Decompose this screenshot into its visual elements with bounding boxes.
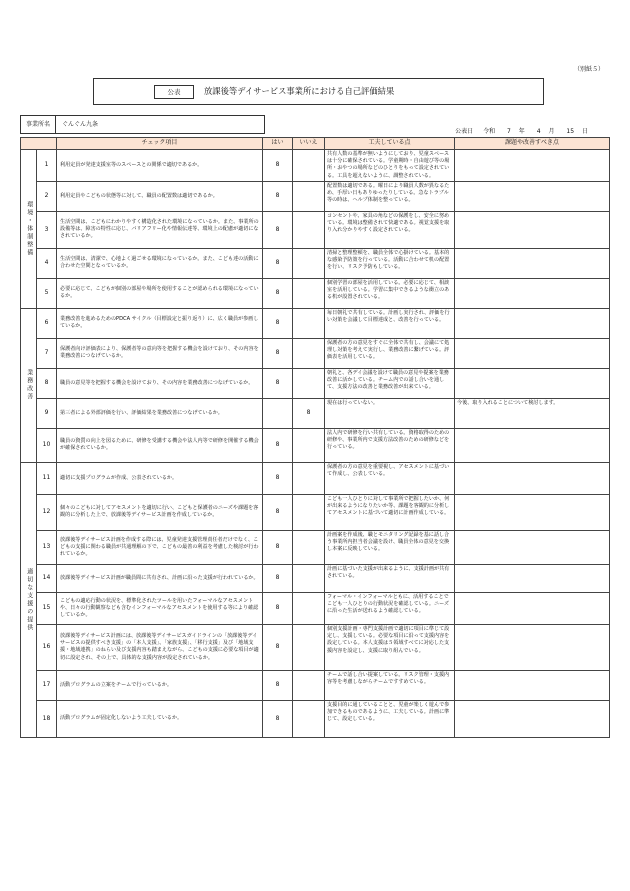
date-era: 令和 xyxy=(483,128,496,135)
effort-text: 朝礼と、各デイ会議を設けて職員の意見や提案を業務改善に活かしている。チーム内での話し合いを通して、支援方法の改善と業務改善が出来ている。 xyxy=(325,368,455,398)
table-row xyxy=(21,494,610,530)
improve-text xyxy=(455,150,610,182)
improve-text xyxy=(455,564,610,592)
page-title: 放課後等デイサービス事業所における自己評価結果 xyxy=(204,86,395,96)
table-row xyxy=(21,530,610,564)
row-number: 4 xyxy=(37,248,57,278)
no-count xyxy=(293,494,325,530)
check-item-text: 職員の資質の向上を図るために、研修を受講する機会や法人内等で研修を開催する機会が確保されているか。 xyxy=(57,428,263,462)
row-number: 14 xyxy=(37,564,57,592)
table-row xyxy=(21,308,610,338)
check-item-text: 活動プログラムが固定化しないよう工夫しているか。 xyxy=(57,700,263,737)
row-number: 3 xyxy=(37,211,57,248)
category-label: 適切な支援の提供 xyxy=(21,462,37,737)
date-year: 7 xyxy=(507,128,511,135)
yes-count: 8 xyxy=(263,368,293,398)
table-row xyxy=(21,592,610,624)
check-item-text: 放課後等デイサービス計画を作成する際には、児童発達支援管理責任者だけでなく、こどもの支援に関わる職員が共通理解の下で、こどもの最善の利益を考慮した検討が行われているか。 xyxy=(57,530,263,564)
check-item-text: こどもの適応行動の状況を、標準化されたツールを用いたフォーマルなアセスメントや、日々の行動観察なども含むインフォーマルなアセスメントを使用する等により確認しているか。 xyxy=(57,592,263,624)
check-item-text: 必要に応じて、こどもが個別の部屋や場所を使用することが認められる環境になっているか。 xyxy=(57,278,263,308)
date-year-unit: 年 xyxy=(518,128,525,135)
yes-count: 8 xyxy=(263,428,293,462)
check-item-text: 生活空間は、清潔で、心地よく過ごせる環境になっているか。また、こども達の活動に合わせた空間となっているか。 xyxy=(57,248,263,278)
table-row xyxy=(21,624,610,670)
no-count xyxy=(293,248,325,278)
row-number: 15 xyxy=(37,592,57,624)
effort-text: 保護者の方の意見をすぐに全体で共有し、会議にて処理し対策を考えて実行し、業務改善に繋げている。評価表を活用している。 xyxy=(325,338,455,368)
improve-text xyxy=(455,494,610,530)
header-check-item: チェック項目 xyxy=(57,138,263,150)
check-item-text: 保護者向け評価表により、保護者等の意向等を把握する機会を設けており、その内容を業務改善につなげているか。 xyxy=(57,338,263,368)
yes-count: 8 xyxy=(263,278,293,308)
date-label: 公表日 xyxy=(455,128,474,135)
check-item-text: 職員の意見等を把握する機会を設けており、その内容を業務改善につなげているか。 xyxy=(57,368,263,398)
no-count xyxy=(293,670,325,700)
no-count: 8 xyxy=(293,398,325,428)
effort-text: 個別学習の部屋を活用している。必要に応じて、相談室を活用している。学習に集中できるような衝立のある机が設置されている。 xyxy=(325,278,455,308)
effort-text: 計画に基づいた支援が出来るように、支援計画が共有されている。 xyxy=(325,564,455,592)
improve-text xyxy=(455,308,610,338)
row-number: 10 xyxy=(37,428,57,462)
yes-count: 8 xyxy=(263,624,293,670)
yes-count: 8 xyxy=(263,181,293,211)
yes-count: 8 xyxy=(263,700,293,737)
check-item-text: 活動プログラムの立案をチームで行っているか。 xyxy=(57,670,263,700)
row-number: 9 xyxy=(37,398,57,428)
improve-text xyxy=(455,211,610,248)
yes-count: 8 xyxy=(263,670,293,700)
table-row xyxy=(21,338,610,368)
improve-text xyxy=(455,700,610,737)
check-item-text: 個々のこどもに対してアセスメントを適切に行い、こどもと保護者のニーズや課題を客観的に分析した上で、放課後等デイサービス計画を作成しているか。 xyxy=(57,494,263,530)
row-number: 17 xyxy=(37,670,57,700)
office-label: 事業所名 xyxy=(21,116,56,133)
effort-text: 共有人数の基準が無いようにしており、児童スペースは十分に確保されている。学童期時・自由遊び等の場所・おやつの場所などのひとりをもって設定されている。工具を超えないように、調整されている。 xyxy=(325,150,455,182)
header-no: いいえ xyxy=(293,138,325,150)
no-count xyxy=(293,211,325,248)
no-count xyxy=(293,308,325,338)
effort-text: チームで話し合い提案している。リスク管理・支援内容等を考慮しながらチームですすめている。 xyxy=(325,670,455,700)
yes-count: 8 xyxy=(263,564,293,592)
row-number: 8 xyxy=(37,368,57,398)
improve-text xyxy=(455,338,610,368)
yes-count: 8 xyxy=(263,462,293,494)
improve-text xyxy=(455,181,610,211)
row-number: 7 xyxy=(37,338,57,368)
table-header-row xyxy=(21,138,610,150)
row-number: 1 xyxy=(37,150,57,182)
title-box xyxy=(93,78,544,105)
check-item-text: 生活空間は、こどもにわかりやすく構造化された環境になっているか。また、事業所の設備等は、障害の特性に応じ、バリアフリー化や情報伝達等、環境上の配慮が適切になされているか。 xyxy=(57,211,263,248)
effort-text: 計画案を作成後、職とモニタリング記録を基に話し合う事業所内担当者会議を設け、職員全体の意見を交換し本案に反映している。 xyxy=(325,530,455,564)
table-row xyxy=(21,211,610,248)
no-count xyxy=(293,428,325,462)
yes-count: 8 xyxy=(263,308,293,338)
effort-text: 法人内で研修を行い共有している。資格取得のための研修や、事業所内で支援方法改善のための研修などを行っている。 xyxy=(325,428,455,462)
check-item-text: 適切に支援プログラムが作成、公表されているか。 xyxy=(57,462,263,494)
effort-text: 清掃と整理整頓を、職員全体で心掛けている。基本的な感染予防策を行っている。活動に合わせて机の配置を行い、リスク予防もしている。 xyxy=(325,248,455,278)
yes-count: 8 xyxy=(263,530,293,564)
row-number: 12 xyxy=(37,494,57,530)
row-number: 6 xyxy=(37,308,57,338)
no-count xyxy=(293,338,325,368)
yes-count: 8 xyxy=(263,592,293,624)
effort-text: 保護者の方の意見を重要視し、アセスメントに基づいて作成し、公表している。 xyxy=(325,462,455,494)
annex-label: （別紙５） xyxy=(573,66,604,73)
effort-text: 配置数は適切である。曜日により職員人数が異なるため、手厚い日もありゆったりしている。急なトラブル等の時は、ヘルプ体制を整っている。 xyxy=(325,181,455,211)
publish-date xyxy=(452,126,588,135)
no-count xyxy=(293,592,325,624)
date-month-unit: 月 xyxy=(548,128,555,135)
no-count xyxy=(293,462,325,494)
table-row xyxy=(21,150,610,182)
table-row xyxy=(21,428,610,462)
table-row xyxy=(21,398,610,428)
row-number: 18 xyxy=(37,700,57,737)
date-day: 15 xyxy=(566,128,575,135)
effort-text: コンセントや、家具の角などの保護をし、安全に努めている。環境は整備されて快適である。視覚支援を取り入れ分かりやすく設定されている。 xyxy=(325,211,455,248)
category-label: 環境・体制整備 xyxy=(21,150,37,309)
effort-text: フォーマル・インフォーマルともに、活用することでこども一人ひとりの行動状況を確認している。ニーズに沿った生活が送れるよう確認している。 xyxy=(325,592,455,624)
yes-count: 8 xyxy=(263,494,293,530)
check-item-text: 利用定員が発達支援室等のスペースとの関係で適切であるか。 xyxy=(57,150,263,182)
no-count xyxy=(293,530,325,564)
header-yes: はい xyxy=(263,138,293,150)
table-row xyxy=(21,462,610,494)
table-row xyxy=(21,700,610,737)
no-count xyxy=(293,278,325,308)
table-row xyxy=(21,181,610,211)
table-body xyxy=(21,150,610,738)
header-improve: 課題や改善すべき点 xyxy=(455,138,610,150)
yes-count: 8 xyxy=(263,150,293,182)
date-month: 4 xyxy=(536,128,541,135)
row-number: 13 xyxy=(37,530,57,564)
effort-text: 現在は行っていない。 xyxy=(325,398,455,428)
yes-count: 8 xyxy=(263,248,293,278)
table-row xyxy=(21,278,610,308)
improve-text xyxy=(455,428,610,462)
evaluation-table xyxy=(20,137,610,738)
improve-text xyxy=(455,278,610,308)
yes-count xyxy=(263,398,293,428)
effort-text: 個別支援計画・専門支援計画で適切に項目に準じて設定し、支援している。必要な項目に沿って支援内容を設定している。本人支援は５領域すべてに対応した支援内容を設定し、支援に取り組んでいる。 xyxy=(325,624,455,670)
category-label: 業務改善 xyxy=(21,308,37,462)
improve-text: 今後、取り入れることについて検討します。 xyxy=(455,398,610,428)
improve-text xyxy=(455,530,610,564)
yes-count: 8 xyxy=(263,338,293,368)
effort-text: 支援目的に通していることと、児童が楽しく遊んで参加できるものであるように、工夫している。計画に準じて、設定している。 xyxy=(325,700,455,737)
check-item-text: 放課後等デイサービス計画には、放課後等デイサービスガイドラインの「放課後等デイサービスの提供すべき支援」の「本人支援」、「家族支援」、「移行支援」及び「地域支援・地域連携」のねらい及び支援内容も踏まえながら、こどもの支援に必要な項目が適切に設定され、その上で、具体的な支援内容が設定されているか。 xyxy=(57,624,263,670)
table-row xyxy=(21,248,610,278)
improve-text xyxy=(455,670,610,700)
no-count xyxy=(293,181,325,211)
office-name: ぐんぐん九条 xyxy=(62,121,99,128)
row-number: 16 xyxy=(37,624,57,670)
table-row xyxy=(21,564,610,592)
header-effort: 工夫している点 xyxy=(325,138,455,150)
no-count xyxy=(293,624,325,670)
improve-text xyxy=(455,248,610,278)
no-count xyxy=(293,700,325,737)
improve-text xyxy=(455,368,610,398)
date-day-unit: 日 xyxy=(581,128,588,135)
row-number: 11 xyxy=(37,462,57,494)
check-item-text: 放課後等デイサービス計画が職員間に共有され、計画に沿った支援が行われているか。 xyxy=(57,564,263,592)
table-row xyxy=(21,368,610,398)
check-item-text: 第三者による外部評価を行い、評価結果を業務改善につなげているか。 xyxy=(57,398,263,428)
row-number: 5 xyxy=(37,278,57,308)
effort-text: 毎日朝礼で共有している。計画し実行され、評価を行い対策を会議して目標達成と、改善を行っている。 xyxy=(325,308,455,338)
improve-text xyxy=(455,462,610,494)
yes-count: 8 xyxy=(263,211,293,248)
publish-tag: 公表 xyxy=(154,85,194,99)
row-number: 2 xyxy=(37,181,57,211)
office-box xyxy=(20,115,265,134)
no-count xyxy=(293,150,325,182)
check-item-text: 利用定員やこどもの状態等に対して、職員の配置数は適切であるか。 xyxy=(57,181,263,211)
no-count xyxy=(293,368,325,398)
no-count xyxy=(293,564,325,592)
header-blank xyxy=(21,138,57,150)
check-item-text: 業務改善を進めるためのPDCA サイクル（目標設定と振り返り）に、広く職員が参画しているか。 xyxy=(57,308,263,338)
improve-text xyxy=(455,592,610,624)
table-row xyxy=(21,670,610,700)
effort-text: こども一人ひとりに対して事業所で把握したいか、何が出来るようになりたいか等、課題を客観的に分析してアセスメントに基づいて適切に計画作成している。 xyxy=(325,494,455,530)
improve-text xyxy=(455,624,610,670)
